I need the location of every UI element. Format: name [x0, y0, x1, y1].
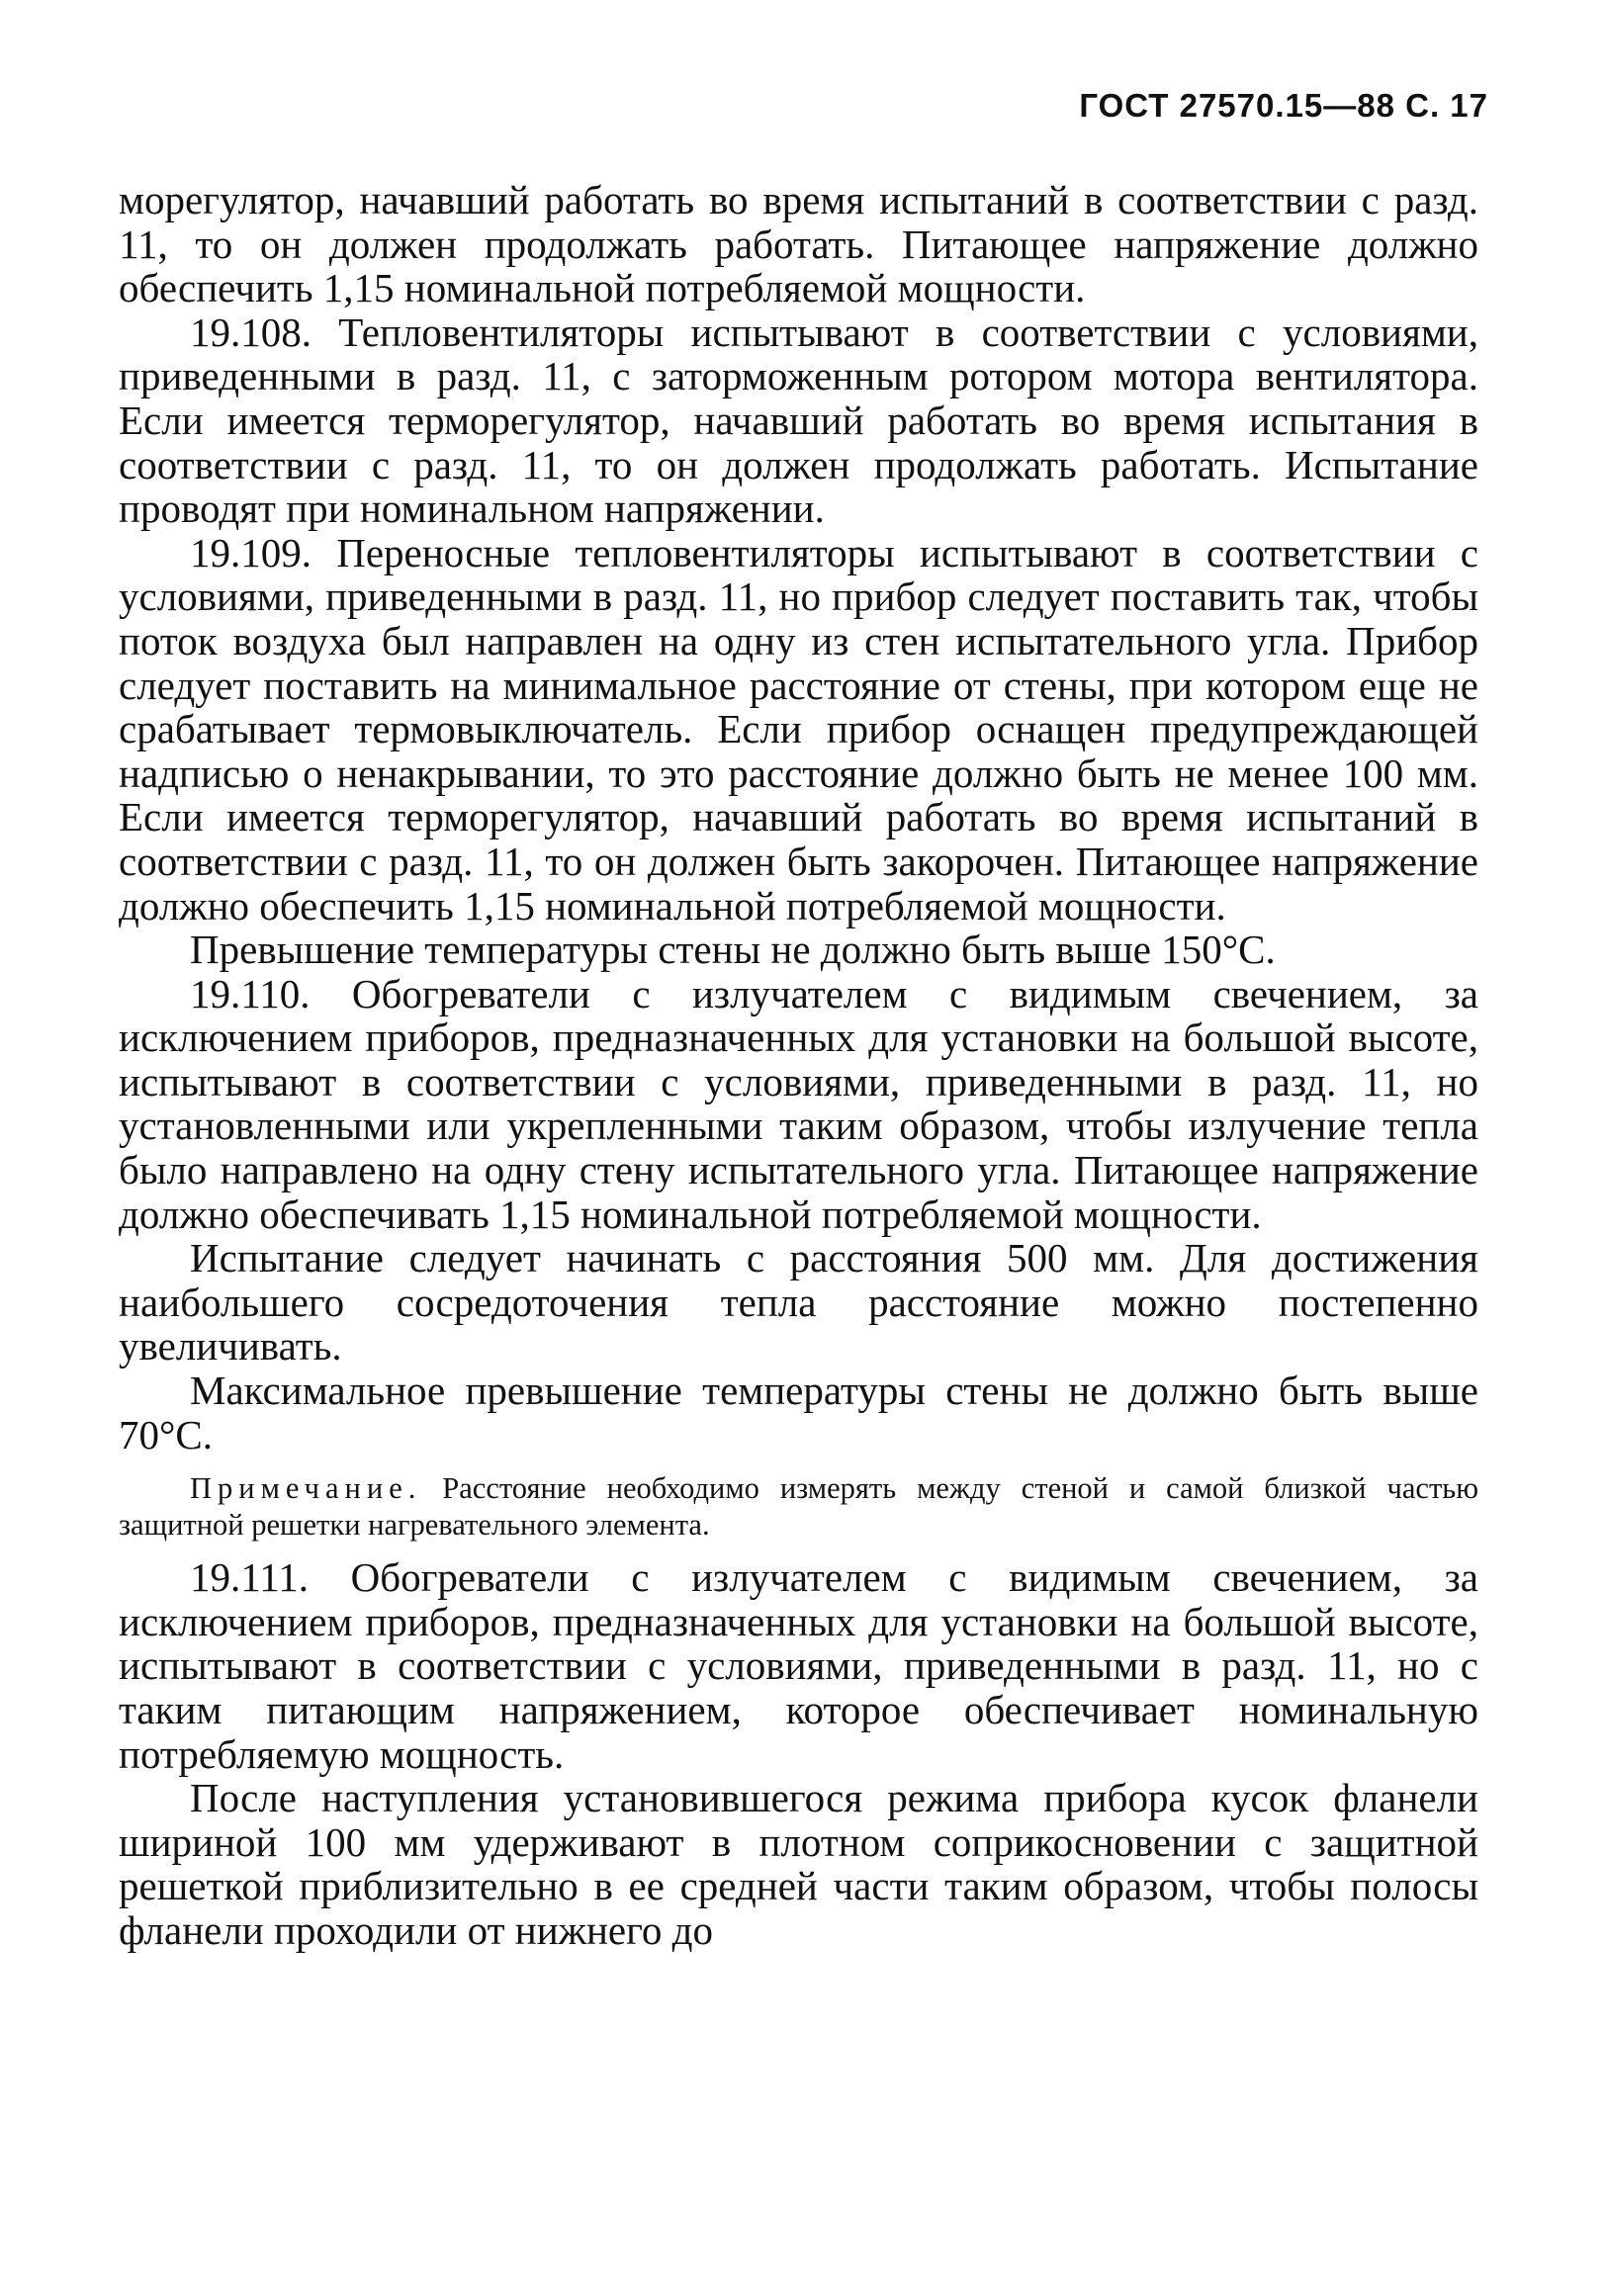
paragraph-19-110: 19.110. Обогреватели с излучателем с видимым свечением, за исключением приборов, предназначенных для установки на большой высоте, испытывают в соответствии с условиями, приведенными в разд. 11, но установленными или укрепленными таким образом, чтобы излучение тепла было направлено на одну стену испытательного угла. Питающее напряжение должно обеспечивать 1,15 номинальной потребляемой мощности. — [119, 970, 1478, 1237]
note-text: Расстояние необходимо измерять между стеной и самой близкой частью защитной решетки нагревательного элемента. — [119, 1471, 1478, 1543]
paragraph-19-109: 19.109. Переносные тепловентиляторы испытывают в соответствии с условиями, приведенными в разд. 11, но прибор следует поставить так, чтобы поток воздуха был направлен на одну из стен испытательного угла. Прибор следует поставить на минимальное расстояние от стены, при котором еще не срабатывает термовыключатель. Если прибор оснащен предупреждающей надписью о ненакрывании, то это расстояние должно быть не менее 100 мм. Если имеется терморегулятор, начавший работать во время испытаний в соответствии с разд. 11, то он должен быть закорочен. Питающее напряжение должно обеспечить 1,15 номинальной потребляемой мощности. — [119, 529, 1478, 928]
paragraph-19-111: 19.111. Обогреватели с излучателем с видимым свечением, за исключением приборов, предназначенных для установки на большой высоте, испытывают в соответствии с условиями, приведенными в разд. 11, но с таким питающим напряжением, которое обеспечивает номинальную потребляемую мощность. — [119, 1554, 1478, 1777]
paragraph-continuation: морегулятор, начавший работать во время испытаний в соответствии с разд. 11, то он должен продолжать работать. Питающее напряжение должно обеспечить 1,15 номинальной потребляемой мощности. — [119, 177, 1478, 311]
paragraph-19-110-max-temperature: Максимальное превышение температуры стены не должно быть выше 70°С. — [119, 1368, 1478, 1457]
note-block — [119, 1470, 1478, 1544]
paragraph-19-110-start-distance: Испытание следует начинать с расстояния 500 мм. Для достижения наибольшего сосредоточения тепла расстояние можно постепенно увеличивать. — [119, 1235, 1478, 1369]
note-label: Примечание. — [190, 1471, 422, 1506]
note — [119, 1470, 1478, 1544]
paragraph-19-108: 19.108. Тепловентиляторы испытывают в соответствии с условиями, приведенными в разд. 11, с заторможенным ротором мотора вентилятора. Если имеется терморегулятор, начавший работать во время испытания в соответствии с разд. 11, то он должен продолжать работать. Испытание проводят при номинальном напряжении. — [119, 309, 1478, 532]
paragraph-19-111-flannel: После наступления установившегося режима прибора кусок фланели шириной 100 мм удерживают в плотном соприкосновении с защитной решеткой приблизительно в ее средней части таким образом, чтобы полосы фланели проходили от нижнего до — [119, 1775, 1478, 1953]
document-body — [119, 178, 1478, 1953]
page-header-doc-ref: ГОСТ 27570.15—88 С. 17 — [1079, 87, 1488, 124]
paragraph-19-109-temperature: Превышение температуры стены не должно быть выше 150°С. — [190, 927, 1276, 973]
